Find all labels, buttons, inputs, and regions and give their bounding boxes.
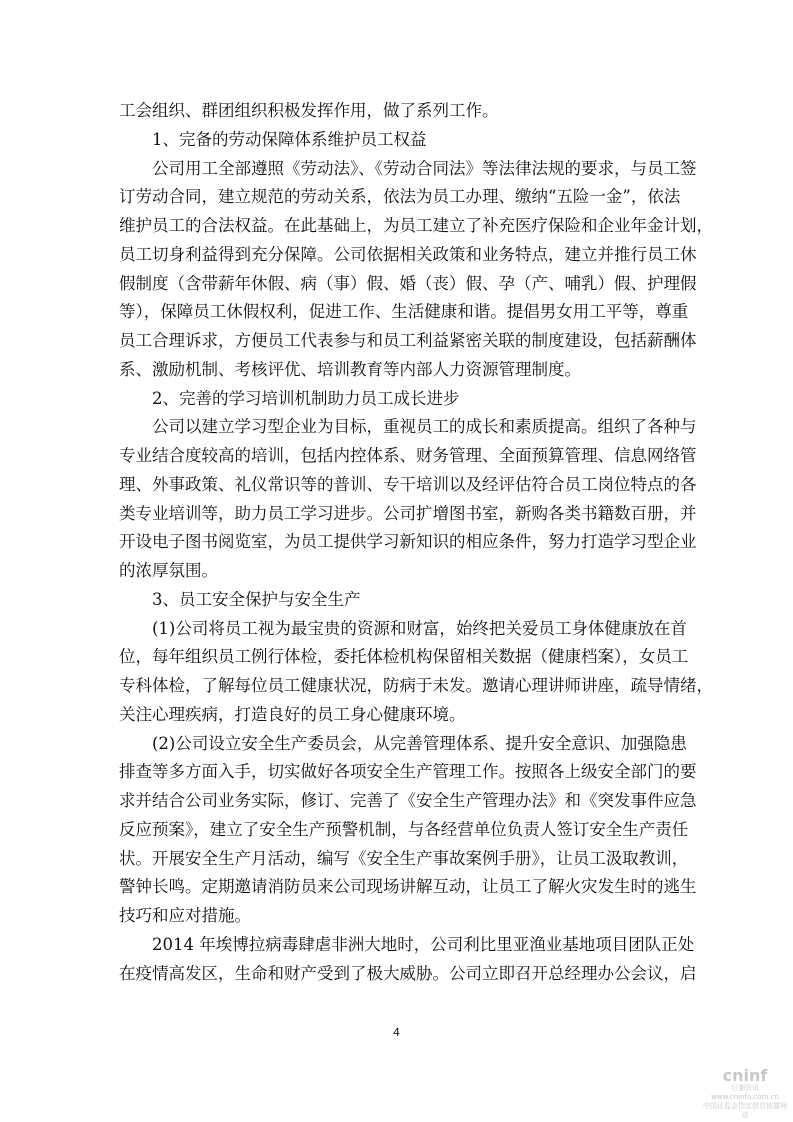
text-line: 位，每年组织员工例行体检，委托体检机构保留相关数据（健康档案），女员工 — [119, 647, 689, 667]
text-line: 公司用工全部遵照《劳动法》、《劳动合同法》等法律法规的要求，与员工签 — [152, 158, 697, 178]
text-line: 1、完备的劳动保障体系维护员工权益 — [152, 129, 427, 149]
text-line: 等），保障员工休假权利，促进工作、生活健康和谐。提倡男女用工平等，尊重 — [119, 302, 689, 322]
page-number: 4 — [393, 1026, 400, 1039]
watermark-brand: cninf — [722, 1066, 768, 1085]
body-text — [119, 97, 713, 988]
text-line: 排查等多方面入手，切实做好各项安全生产管理工作。按照各上级安全部门的要 — [119, 762, 697, 782]
text-line: 维护员工的合法权益。在此基础上，为员工建立了补充医疗保险和企业年金计划， — [119, 216, 713, 235]
text-line: 反应预案》，建立了安全生产预警机制，与各经营单位负责人签订安全生产责任 — [119, 819, 689, 839]
text-line: 专科体检，了解每位员工健康状况，防病于未发。邀请心理讲师讲座，疏导情绪， — [119, 676, 713, 695]
text-line: 员工合理诉求，方便员工代表参与和员工利益紧密关联的制度建设，包括薪酬体 — [119, 331, 697, 350]
text-line: 在疫情高发区，生命和财产受到了极大威胁。公司立即召开总经理办公会议，启 — [119, 963, 697, 983]
text-line: 开设电子图书阅览室，为员工提供学习新知识的相应条件，努力打造学习型企业 — [119, 532, 697, 552]
cninfo-watermark — [700, 1068, 790, 1120]
text-line: 警钟长鸣。定期邀请消防员来公司现场讲解互动，让员工了解火灾发生时的逃生 — [119, 877, 697, 897]
watermark-url: www.cninfo.com.cn — [711, 1093, 779, 1101]
text-line: 订劳动合同，建立规范的劳动关系，依法为员工办理、缴纳“五险一金”，依法 — [119, 187, 681, 207]
text-line: 专业结合度较高的培训，包括内控体系、财务管理、全面预算管理、信息网络管 — [119, 446, 697, 465]
text-line: 公司以建立学习型企业为目标，重视员工的成长和素质提高。组织了各种与 — [152, 417, 697, 437]
watermark-org: 中国证监会指定信息披露网站 — [703, 1102, 787, 1119]
text-line: 2、完善的学习培训机制助力员工成长进步 — [152, 388, 460, 408]
text-line: 假制度（含带薪年休假、病（事）假、婚（丧）假、孕（产、哺乳）假、护理假 — [119, 273, 697, 293]
text-line: 3、员工安全保护与安全生产 — [152, 589, 361, 609]
text-line: (1)公司将员工视为最宝贵的资源和财富，始终把关爱员工身体健康放在首 — [152, 618, 687, 638]
watermark-cn: 巨潮资讯 — [731, 1084, 759, 1092]
text-line: 状。开展安全生产月活动，编写《安全生产事故案例手册》，让员工汲取教训， — [119, 848, 689, 868]
text-line: 理、外事政策、礼仪常识等的普训、专干培训以及经评估符合员工岗位特点的各 — [119, 474, 697, 494]
text-line: 工会组织、群团组织积极发挥作用，做了系列工作。 — [119, 101, 499, 120]
text-line: 类专业培训等，助力员工学习进步。公司扩增图书室，新购各类书籍数百册，并 — [119, 503, 697, 523]
text-line: 2014 年埃博拉病毒肆虐非洲大地时，公司利比里亚渔业基地项目团队正处 — [152, 934, 695, 954]
text-line: (2)公司设立安全生产委员会，从完善管理体系、提升安全意识、加强隐患 — [152, 733, 687, 753]
text-line: 员工切身利益得到充分保障。公司依据相关政策和业务特点，建立并推行员工休 — [119, 244, 697, 264]
text-line: 的浓厚氛围。 — [119, 561, 218, 580]
text-line: 系、激励机制、考核评优、培训教育等内部人力资源管理制度。 — [119, 359, 581, 379]
text-line: 技巧和应对措施。 — [119, 906, 251, 925]
text-line: 关注心理疾病，打造良好的员工身心健康环境。 — [119, 704, 466, 724]
text-line: 求并结合公司业务实际，修订、完善了《安全生产管理办法》和《突发事件应急 — [119, 791, 697, 810]
